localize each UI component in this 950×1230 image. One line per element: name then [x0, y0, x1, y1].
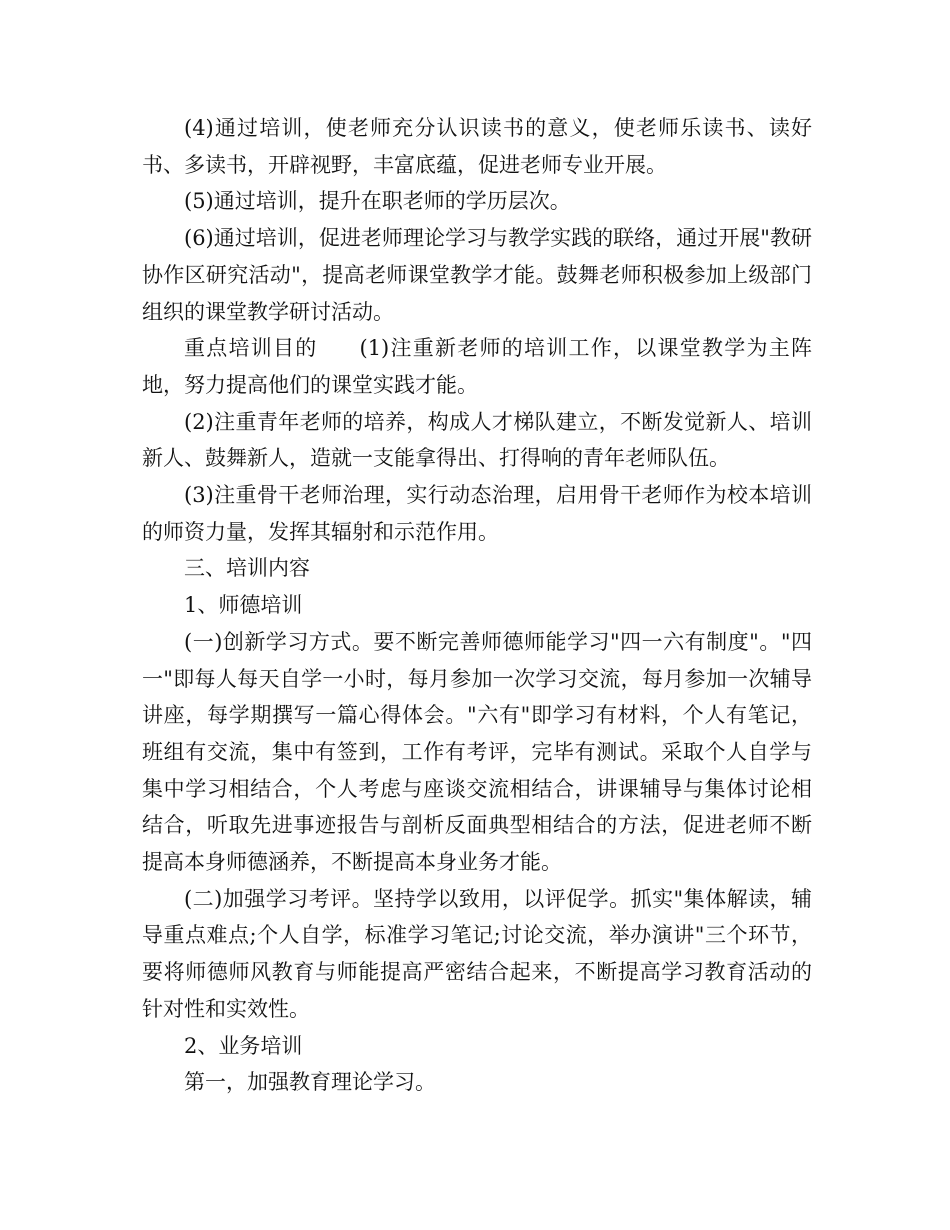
- paragraph-key-goal-1: [142, 330, 812, 403]
- subheading-business-training: 2、业务培训: [184, 1033, 303, 1058]
- paragraph-innovate-learning: (一)创新学习方式。要不断完善师德师能学习"四一六有制度"。"四一"即每人每天自学一小时，每月参加一次学习交流，每月参加一次辅导讲座，每学期撰写一篇心得体会。"六有"即学习有材料，个人有笔记，班组有交流，集中有签到，工作有考评，完毕有测试。采取个人自学与集中学习相结合，个人考虑与座谈交流相结合，讲课辅导与集体讨论相结合，听取先进事迹报告与剖析反面典型相结合的方法，促进老师不断提高本身师德涵养，不断提高本身业务才能。: [142, 629, 812, 875]
- paragraph-strengthen-evaluation: (二)加强学习考评。坚持学以致用，以评促学。抓实"集体解读，辅导重点难点;个人自学，标准学习笔记;讨论交流，举办演讲"三个环节，要将师德师风教育与师能提高严密结合起来，不断提高学习教育活动的针对性和实效性。: [142, 886, 812, 1021]
- document-body: [142, 110, 812, 1101]
- paragraph-theory-learning: 第一，加强教育理论学习。: [184, 1070, 436, 1095]
- key-goal-1-text: (1)注重新老师的培训工作，以课堂教学为主阵地，努力提高他们的课堂实践才能。: [142, 336, 812, 397]
- key-goal-label: 重点培训目的: [184, 336, 318, 361]
- paragraph-goal-6: (6)通过培训，促进老师理论学习与教学实践的联络，通过开展"教研协作区研究活动"，提高老师课堂教学才能。鼓舞老师积极参加上级部门组织的课堂教学研讨活动。: [142, 226, 812, 324]
- paragraph-key-goal-2: (2)注重青年老师的培养，构成人才梯队建立，不断发觉新人、培训新人、鼓舞新人，造就一支能拿得出、打得响的青年老师队伍。: [142, 409, 812, 471]
- paragraph-goal-4: (4)通过培训，使老师充分认识读书的意义，使老师乐读书、读好书、多读书，开辟视野，丰富底蕴，促进老师专业开展。: [142, 116, 812, 177]
- section-heading-training-content: 三、培训内容: [184, 556, 310, 581]
- paragraph-goal-5: (5)通过培训，提升在职老师的学历层次。: [184, 189, 571, 214]
- paragraph-key-goal-3: (3)注重骨干老师治理，实行动态治理，启用骨干老师作为校本培训的师资力量，发挥其辐射和示范作用。: [142, 483, 812, 544]
- subheading-ethics-training: 1、师德培训: [184, 593, 303, 618]
